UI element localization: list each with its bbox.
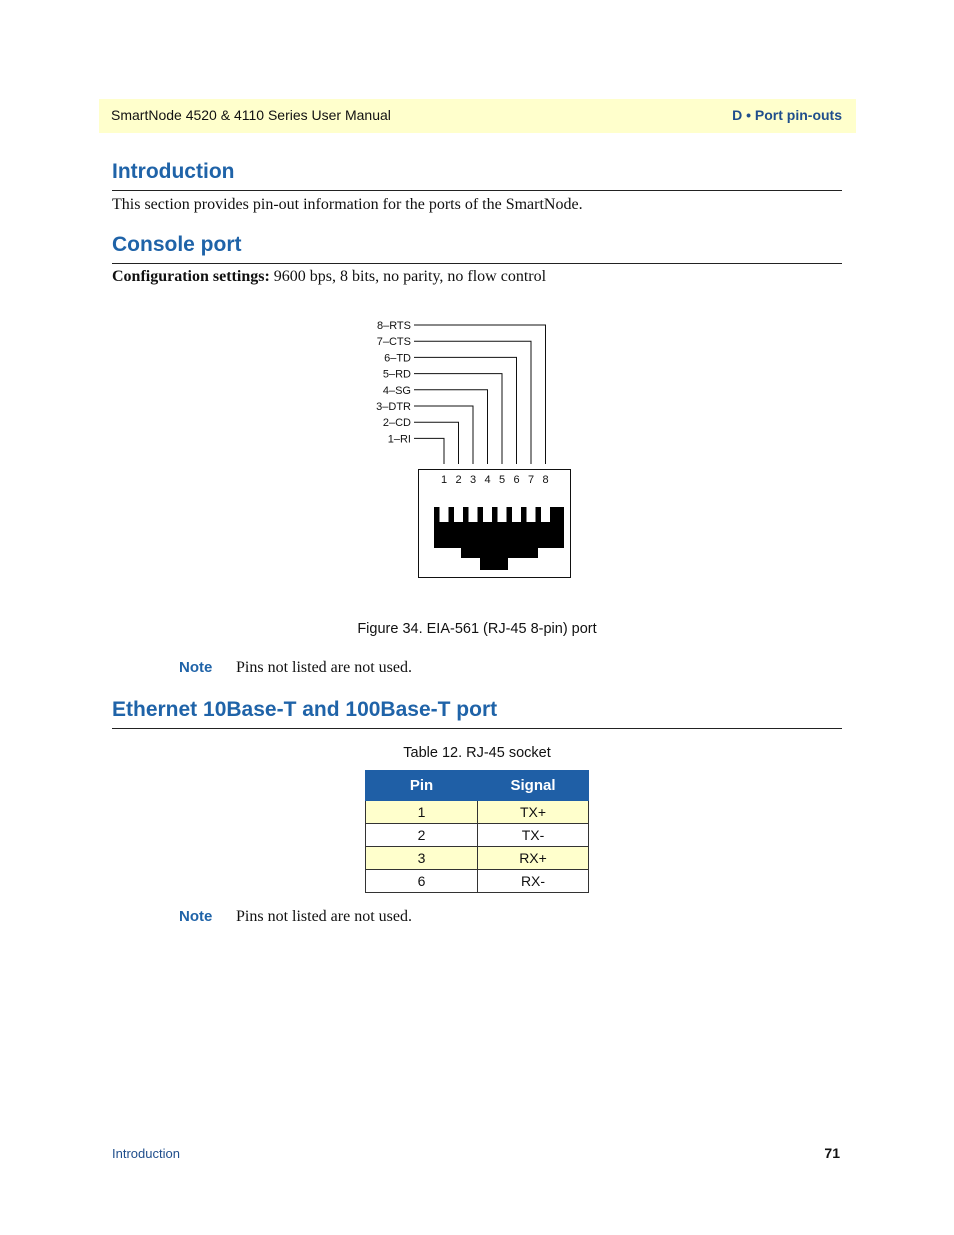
pin-cell: 6: [366, 870, 478, 893]
rj45-pinout-diagram: [370, 312, 580, 582]
heading-rule: [112, 728, 842, 729]
signal-label: 8–RTS: [376, 320, 411, 332]
socket-contact-slot: [527, 507, 536, 522]
socket-contact-slot: [541, 507, 550, 522]
pin-number: 2: [455, 474, 462, 486]
pin-number: 5: [498, 474, 506, 486]
pin-number: 8: [542, 474, 549, 486]
pin-lead-line: [414, 422, 459, 464]
signal-cell: RX+: [478, 847, 589, 870]
signal-label: 2–CD: [382, 417, 411, 430]
console-port-heading: Console port: [112, 233, 242, 256]
note-text: Pins not listed are not used.: [236, 908, 412, 925]
figure-caption: Figure 34. EIA-561 (RJ-45 8-pin) port: [357, 621, 597, 637]
signal-label: 4–SG: [382, 384, 411, 397]
rj45-socket-table: [365, 770, 589, 893]
table-row: [366, 824, 589, 847]
running-header: [99, 99, 856, 133]
pin-lead-line: [414, 390, 488, 464]
signal-label: 7–CTS: [376, 336, 411, 349]
page-number: 71: [824, 1145, 840, 1161]
pin-number: 6: [513, 474, 520, 486]
table-row: [366, 870, 589, 893]
signal-label: 5–RD: [382, 368, 411, 381]
signal-cell: TX+: [478, 801, 589, 824]
socket-contact-slot: [469, 507, 478, 522]
config-label: Configuration settings:: [112, 268, 270, 285]
pin-lead-line: [414, 325, 546, 464]
heading-rule: [112, 263, 842, 264]
chapter-label: D • Port pin-outs: [732, 107, 842, 123]
socket-contact-slot: [498, 507, 507, 522]
socket-contact-slot: [483, 507, 492, 522]
pin-cell: 1: [366, 801, 478, 824]
note-text: Pins not listed are not used.: [236, 659, 412, 676]
manual-title: SmartNode 4520 & 4110 Series User Manual: [111, 107, 391, 123]
socket-contact-slot: [512, 507, 521, 522]
pin-number: 1: [440, 474, 448, 486]
column-header-pin: Pin: [366, 771, 478, 801]
column-header-signal: Signal: [478, 771, 589, 801]
socket-contact-slot: [454, 507, 463, 522]
introduction-text: This section provides pin-out information for the ports of the SmartNode.: [112, 196, 583, 213]
note-label: Note: [179, 659, 213, 676]
config-value: 9600 bps, 8 bits, no parity, no flow control: [269, 268, 547, 285]
signal-label: 3–DTR: [376, 401, 411, 413]
introduction-heading: Introduction: [112, 160, 235, 183]
note-label: Note: [179, 908, 213, 925]
table-caption: Table 12. RJ-45 socket: [403, 745, 551, 761]
signal-label: 6–TD: [384, 352, 411, 365]
table-row: [366, 847, 589, 870]
pin-number: 3: [469, 474, 477, 486]
configuration-settings: [112, 268, 546, 286]
ethernet-port-heading: Ethernet 10Base-T and 100Base-T port: [112, 698, 498, 721]
table-row: [366, 801, 589, 824]
pin-number: 7: [527, 474, 535, 486]
heading-rule: [112, 190, 842, 191]
pin-cell: 3: [366, 847, 478, 870]
pin-number: 4: [484, 474, 491, 486]
pin-cell: 2: [366, 824, 478, 847]
footer-section: Introduction: [112, 1146, 180, 1161]
table-header-row: [366, 771, 589, 801]
signal-label: 1–RI: [387, 433, 411, 446]
signal-cell: RX-: [478, 870, 589, 893]
pin-lead-line: [414, 438, 444, 464]
socket-contact-slot: [440, 507, 449, 522]
signal-cell: TX-: [478, 824, 589, 847]
